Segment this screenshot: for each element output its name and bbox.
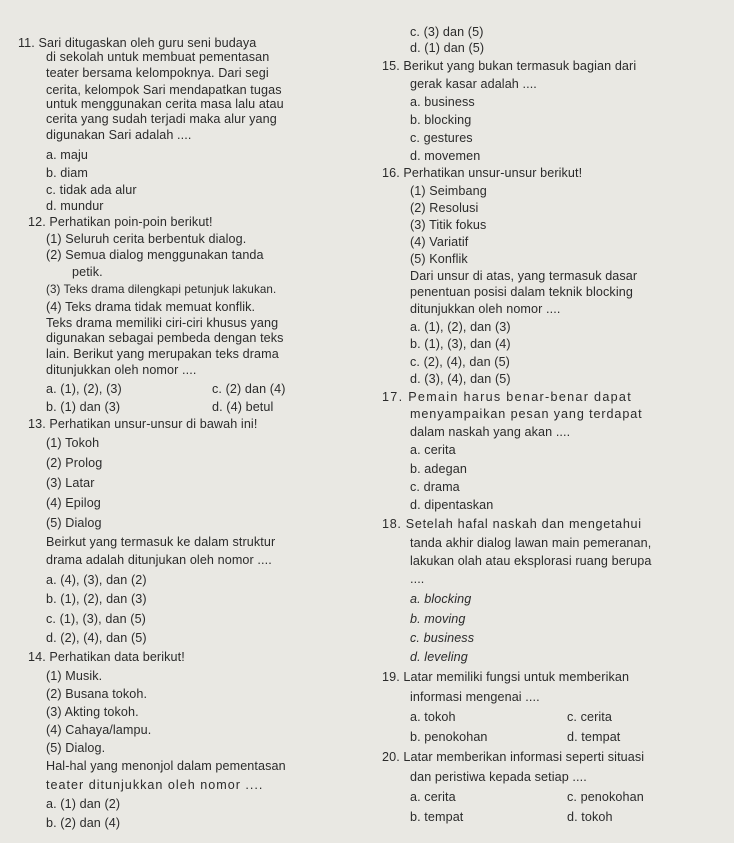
question-20-text: 20. Latar memberikan informasi seperti situasi — [382, 750, 645, 764]
question-19-text: informasi mengenai .... — [410, 690, 540, 704]
question-11-text: 11. Sari ditugaskan oleh guru seni budaya — [18, 36, 257, 50]
option: d. tempat — [567, 730, 621, 744]
option: d. (3), (4), dan (5) — [410, 372, 511, 386]
option: a. blocking — [410, 592, 472, 606]
option: b. penokohan — [410, 730, 488, 744]
question-17-text: menyampaikan pesan yang terdapat — [410, 407, 643, 421]
question-12-text: digunakan sebagai pembeda dengan teks — [46, 331, 284, 345]
question-20-text: dan peristiwa kepada setiap .... — [410, 770, 587, 784]
statement: (3) Titik fokus — [410, 218, 487, 232]
question-18-text: lakukan olah atau eksplorasi ruang berupa — [410, 554, 652, 568]
question-11-text: digunakan Sari adalah .... — [46, 128, 192, 142]
option: c. penokohan — [567, 790, 644, 804]
option: b. adegan — [410, 462, 467, 476]
option: a. cerita — [410, 443, 456, 457]
question-13-text: drama adalah ditunjukan oleh nomor .... — [46, 553, 272, 567]
option: d. tokoh — [567, 810, 613, 824]
question-11-text: untuk menggunakan cerita masa lalu atau — [46, 97, 284, 111]
statement: (3) Teks drama dilengkapi petunjuk lakukan. — [46, 283, 277, 296]
option: a. (4), (3), dan (2) — [46, 573, 147, 587]
question-18-text: tanda akhir dialog lawan main pemeranan, — [410, 536, 652, 550]
option: d. movemen — [410, 149, 481, 163]
option: b. blocking — [410, 113, 472, 127]
option: d. (4) betul — [212, 400, 274, 414]
question-11-text: teater bersama kelompoknya. Dari segi — [46, 66, 269, 80]
statement: (4) Cahaya/lampu. — [46, 723, 152, 737]
option: a. maju — [46, 148, 88, 162]
option: c. cerita — [567, 710, 612, 724]
question-11-text: cerita, kelompok Sari mendapatkan tugas — [46, 83, 282, 97]
option: c. gestures — [410, 131, 473, 145]
option: d. leveling — [410, 650, 468, 664]
option: a. tokoh — [410, 710, 456, 724]
question-16-text: ditunjukkan oleh nomor .... — [410, 302, 561, 316]
option: c. (3) dan (5) — [410, 25, 484, 39]
option: b. (2) dan (4) — [46, 816, 121, 830]
question-13-text: Beirkut yang termasuk ke dalam struktur — [46, 535, 276, 549]
question-13-text: 13. Perhatikan unsur-unsur di bawah ini! — [28, 417, 258, 431]
option: a. (1), (2), dan (3) — [410, 320, 511, 334]
option: b. moving — [410, 612, 466, 626]
statement: (2) Semua dialog menggunakan tanda — [46, 248, 264, 262]
statement: (2) Busana tokoh. — [46, 687, 148, 701]
question-18-text: 18. Setelah hafal naskah dan mengetahui — [382, 517, 642, 531]
option: a. (1), (2), (3) — [46, 382, 122, 396]
option: b. tempat — [410, 810, 464, 824]
option: d. (1) dan (5) — [410, 41, 485, 55]
option: c. tidak ada alur — [46, 183, 137, 197]
statement: (4) Teks drama tidak memuat konflik. — [46, 300, 256, 314]
question-15-text: 15. Berikut yang bukan termasuk bagian dari — [382, 59, 637, 73]
question-15-text: gerak kasar adalah .... — [410, 77, 537, 91]
question-14-text: teater ditunjukkan oleh nomor .... — [46, 778, 264, 792]
question-12-text: lain. Berikut yang merupakan teks drama — [46, 347, 279, 361]
question-16-text: penentuan posisi dalam teknik blocking — [410, 285, 633, 299]
option: a. business — [410, 95, 475, 109]
statement: (1) Musik. — [46, 669, 103, 683]
statement: petik. — [72, 265, 103, 279]
statement: (2) Prolog — [46, 456, 103, 470]
statement: (2) Resolusi — [410, 201, 479, 215]
question-14-text: Hal-hal yang menonjol dalam pementasan — [46, 759, 286, 773]
question-12-text: 12. Perhatikan poin-poin berikut! — [28, 215, 213, 229]
statement: (5) Dialog — [46, 516, 102, 530]
question-19-text: 19. Latar memiliki fungsi untuk memberikan — [382, 670, 630, 684]
option: b. diam — [46, 166, 88, 180]
option: a. (1) dan (2) — [46, 797, 121, 811]
option: c. (2) dan (4) — [212, 382, 286, 396]
option: c. business — [410, 631, 475, 645]
statement: (1) Seimbang — [410, 184, 487, 198]
question-18-text: .... — [410, 572, 425, 586]
statement: (1) Tokoh — [46, 436, 100, 450]
statement: (4) Epilog — [46, 496, 101, 510]
statement: (5) Dialog. — [46, 741, 106, 755]
question-16-text: Dari unsur di atas, yang termasuk dasar — [410, 269, 638, 283]
question-12-text: ditunjukkan oleh nomor .... — [46, 363, 197, 377]
option: d. (2), (4), dan (5) — [46, 631, 147, 645]
question-17-text: dalam naskah yang akan .... — [410, 425, 571, 439]
statement: (3) Akting tokoh. — [46, 705, 139, 719]
option: a. cerita — [410, 790, 456, 804]
question-12-text: Teks drama memiliki ciri-ciri khusus yang — [46, 316, 279, 330]
option: d. mundur — [46, 199, 104, 213]
statement: (5) Konflik — [410, 252, 468, 266]
statement: (1) Seluruh cerita berbentuk dialog. — [46, 232, 247, 246]
question-17-text: 17. Pemain harus benar-benar dapat — [382, 390, 633, 404]
option: b. (1), (2), dan (3) — [46, 592, 147, 606]
statement: (3) Latar — [46, 476, 95, 490]
option: d. dipentaskan — [410, 498, 494, 512]
option: c. (2), (4), dan (5) — [410, 355, 510, 369]
question-14-text: 14. Perhatikan data berikut! — [28, 650, 185, 664]
question-11-text: cerita yang sudah terjadi maka alur yang — [46, 112, 277, 126]
question-11-text: di sekolah untuk membuat pementasan — [46, 50, 270, 64]
statement: (4) Variatif — [410, 235, 469, 249]
question-16-text: 16. Perhatikan unsur-unsur berikut! — [382, 166, 583, 180]
option: b. (1), (3), dan (4) — [410, 337, 511, 351]
option: b. (1) dan (3) — [46, 400, 121, 414]
option: c. drama — [410, 480, 460, 494]
option: c. (1), (3), dan (5) — [46, 612, 146, 626]
